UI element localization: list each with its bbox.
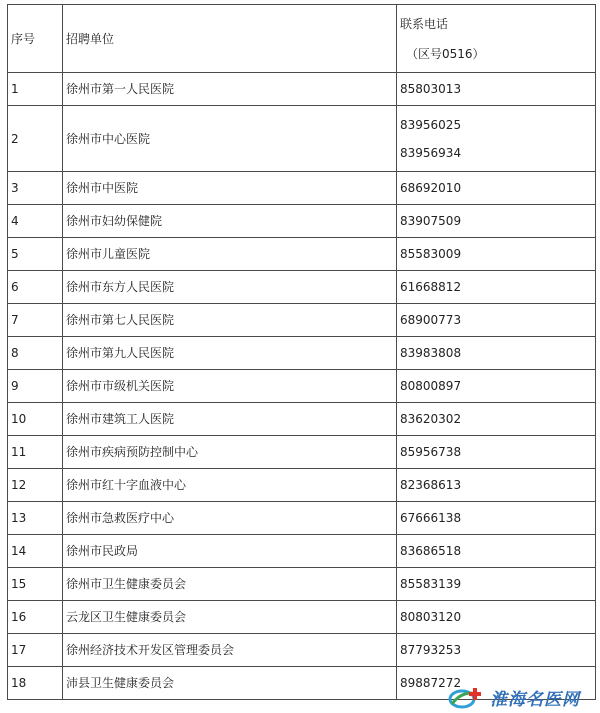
header-area-code: （区号0516） xyxy=(406,46,485,61)
table-row xyxy=(8,73,596,106)
header-phone-label: 联系电话 xyxy=(400,16,449,31)
cell-unit: 徐州市卫生健康委员会 xyxy=(63,568,397,601)
cell-phone xyxy=(397,205,596,238)
phone-number: 68692010 xyxy=(400,181,462,195)
cell-phone xyxy=(397,403,596,436)
cell-phone xyxy=(397,568,596,601)
cell-phone xyxy=(397,172,596,205)
cell-phone xyxy=(397,535,596,568)
cell-unit: 徐州市第七人民医院 xyxy=(63,304,397,337)
phone-number: 83686518 xyxy=(400,544,462,558)
cell-unit: 徐州市第九人民医院 xyxy=(63,337,397,370)
phone-number: 80800897 xyxy=(400,379,462,393)
cell-unit: 徐州市红十字血液中心 xyxy=(63,469,397,502)
phone-number: 85583009 xyxy=(400,247,462,261)
cell-unit: 徐州市急救医疗中心 xyxy=(63,502,397,535)
cell-phone xyxy=(397,73,596,106)
phone-number: 83620302 xyxy=(400,412,462,426)
cell-unit: 云龙区卫生健康委员会 xyxy=(63,601,397,634)
cell-unit: 徐州经济技术开发区管理委员会 xyxy=(63,634,397,667)
phone-number: 83907509 xyxy=(400,214,462,228)
table-row xyxy=(8,568,596,601)
table-row xyxy=(8,436,596,469)
cell-phone xyxy=(397,370,596,403)
cell-seq: 14 xyxy=(8,535,63,568)
cell-phone xyxy=(397,271,596,304)
cell-unit: 徐州市妇幼保健院 xyxy=(63,205,397,238)
cell-phone xyxy=(397,238,596,271)
table-row xyxy=(8,271,596,304)
phone-number: 67666138 xyxy=(400,511,462,525)
medical-logo-icon xyxy=(448,684,488,710)
contact-table xyxy=(7,4,596,700)
phone-number: 82368613 xyxy=(400,478,462,492)
cell-unit: 徐州市民政局 xyxy=(63,535,397,568)
cell-unit: 徐州市第一人民医院 xyxy=(63,73,397,106)
cell-seq: 12 xyxy=(8,469,63,502)
cell-phone xyxy=(397,436,596,469)
table-row xyxy=(8,304,596,337)
cell-unit: 徐州市中心医院 xyxy=(63,106,397,172)
cell-seq: 10 xyxy=(8,403,63,436)
table-row xyxy=(8,106,596,172)
table-row xyxy=(8,469,596,502)
cell-unit: 徐州市儿童医院 xyxy=(63,238,397,271)
cell-seq: 9 xyxy=(8,370,63,403)
phone-number: 83956934 xyxy=(400,145,462,160)
cell-unit: 徐州市中医院 xyxy=(63,172,397,205)
table-row xyxy=(8,205,596,238)
cell-seq: 2 xyxy=(8,106,63,172)
cell-seq: 5 xyxy=(8,238,63,271)
table-body xyxy=(8,5,596,700)
cell-seq: 6 xyxy=(8,271,63,304)
cell-seq: 1 xyxy=(8,73,63,106)
phone-number: 85803013 xyxy=(400,82,462,96)
cell-seq: 16 xyxy=(8,601,63,634)
phone-number: 68900773 xyxy=(400,313,462,327)
cell-unit: 徐州市疾病预防控制中心 xyxy=(63,436,397,469)
watermark xyxy=(448,683,598,711)
phone-number: 87793253 xyxy=(400,643,462,657)
cell-unit: 徐州市市级机关医院 xyxy=(63,370,397,403)
phone-number: 61668812 xyxy=(400,280,462,294)
header-phone xyxy=(397,5,596,73)
cell-unit: 徐州市东方人民医院 xyxy=(63,271,397,304)
table-row xyxy=(8,337,596,370)
table-row xyxy=(8,403,596,436)
table-row xyxy=(8,634,596,667)
cell-seq: 3 xyxy=(8,172,63,205)
header-unit: 招聘单位 xyxy=(63,5,397,73)
cell-unit: 沛县卫生健康委员会 xyxy=(63,667,397,700)
table-row xyxy=(8,172,596,205)
cell-seq: 15 xyxy=(8,568,63,601)
cell-phone xyxy=(397,106,596,172)
phone-number: 80803120 xyxy=(400,610,462,624)
cell-phone xyxy=(397,337,596,370)
cell-seq: 18 xyxy=(8,667,63,700)
header-seq: 序号 xyxy=(8,5,63,73)
cell-phone xyxy=(397,601,596,634)
cell-phone xyxy=(397,502,596,535)
cell-seq: 17 xyxy=(8,634,63,667)
table-row xyxy=(8,502,596,535)
phone-number: 83983808 xyxy=(400,346,462,360)
cell-seq: 13 xyxy=(8,502,63,535)
phone-number: 89887272 xyxy=(400,676,462,690)
phone-number: 85583139 xyxy=(400,577,462,591)
cell-seq: 11 xyxy=(8,436,63,469)
cell-seq: 7 xyxy=(8,304,63,337)
cell-unit: 徐州市建筑工人医院 xyxy=(63,403,397,436)
cell-phone xyxy=(397,304,596,337)
table-row xyxy=(8,601,596,634)
table-row xyxy=(8,535,596,568)
cell-seq: 4 xyxy=(8,205,63,238)
table-row xyxy=(8,238,596,271)
table-row xyxy=(8,370,596,403)
cell-seq: 8 xyxy=(8,337,63,370)
header-row xyxy=(8,5,596,73)
cell-phone xyxy=(397,634,596,667)
phone-number: 83956025 xyxy=(400,117,462,132)
phone-number: 85956738 xyxy=(400,445,462,459)
cell-phone xyxy=(397,469,596,502)
watermark-text: 淮海名医网 xyxy=(490,689,580,710)
